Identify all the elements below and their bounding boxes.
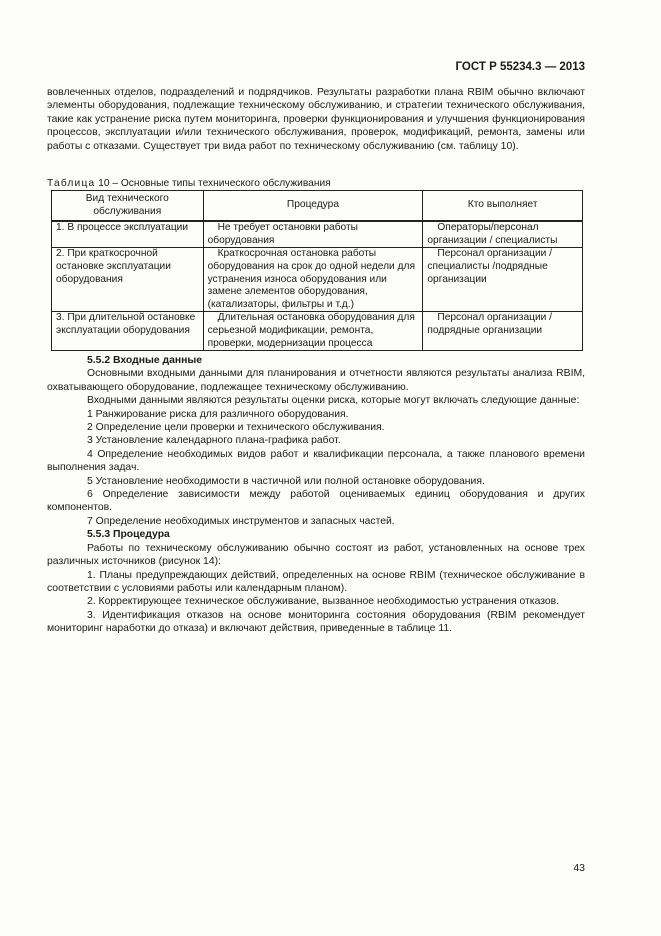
- intro-paragraph: вовлеченных отделов, подразделений и подрядчиков. Результаты разработки плана RBIM обычно включают элементы оборудования, подлежащие техническому обслуживанию, и стратегии технического обслуживания, такие как устранение риска путем мониторинга, проверки функционирования и улучшения функционирования процессов, эксплуатации и/или технического обслуживания, проверок, модификаций, ремонта, замены или работы с отказами. Существует три вида работ по техническому обслуживанию (см. таблицу 10).: [47, 87, 585, 152]
- header-type: Вид технического обслуживания: [52, 191, 204, 222]
- section-paragraph: Входными данными являются результаты оценки риска, которые могут включать следующие данные:: [87, 395, 580, 407]
- cell-performer: Операторы/персонал организации / специалисты: [423, 221, 583, 248]
- table-caption: [47, 178, 331, 189]
- list-item: 5 Установление необходимости в частичной или полной остановке оборудования.: [87, 475, 485, 487]
- section-paragraph: Основными входными данными для планирования и отчетности являются результаты анализа RBIM, охватывающего оборудование, подлежащее техническому обслуживанию.: [47, 368, 585, 393]
- cell-procedure: Не требует остановки работы оборудования: [203, 221, 423, 248]
- cell-performer: Персонал организации / подрядные организации: [423, 312, 583, 351]
- list-item: 2. Корректирующее техническое обслуживание, вызванное необходимостью устранения отказов.: [87, 596, 560, 608]
- cell-performer: Персонал организации / специалисты /подрядные организации: [423, 248, 583, 312]
- list-item: 3. Идентификация отказов на основе мониторинга состояния оборудования (RBIM рекомендует мониторинг наработки до отказа) и включают действия, приведенные в таблице 11.: [47, 609, 585, 635]
- table-row: [52, 248, 583, 312]
- list-item: 4 Определение необходимых видов работ и квалификации персонала, а также планового времени выполнения задач.: [47, 448, 585, 474]
- list-item: 7 Определение необходимых инструментов и запасных частей.: [87, 515, 395, 527]
- cell-type: 3. При длительной остановке эксплуатации оборудования: [52, 312, 204, 351]
- list-item: 2 Определение цели проверки и технического обслуживания.: [87, 422, 385, 434]
- section-heading-5-5-3: 5.5.3 Процедура: [87, 529, 170, 541]
- cell-type: 2. При краткосрочной остановке эксплуатации оборудования: [52, 248, 204, 312]
- table-caption-prefix: Таблица: [47, 178, 96, 189]
- maintenance-types-table: [51, 190, 583, 351]
- page-number: 43: [573, 862, 585, 874]
- list-item: 1. Планы предупреждающих действий, определенных на основе RBIM (техническое обслуживание в соответствии с условиями работы или календарным планом).: [47, 569, 585, 594]
- header-procedure: Процедура: [203, 191, 423, 222]
- section-paragraph: Работы по техническому обслуживанию обычно состоят из работ, установленных на основе трех различных источников (рисунок 14):: [47, 542, 585, 568]
- list-item: 6 Определение зависимости между работой оцениваемых единиц оборудования и других компонентов.: [47, 489, 585, 514]
- section-heading-5-5-2: 5.5.2 Входные данные: [87, 355, 203, 366]
- table-row: [52, 312, 583, 351]
- list-item: 1 Ранжирование риска для различного оборудования.: [87, 408, 349, 420]
- cell-procedure: Длительная остановка оборудования для серьезной модификации, ремонта, проверки, модернизации процесса: [203, 312, 423, 351]
- cell-type: 1. В процессе эксплуатации: [52, 221, 204, 248]
- header-performer: Кто выполняет: [423, 191, 583, 222]
- table-caption-title: 10 – Основные типы технического обслуживания: [95, 178, 331, 189]
- sections-body: [47, 354, 585, 636]
- document-code: ГОСТ Р 55234.3 — 2013: [455, 61, 585, 73]
- table-header-row: [52, 191, 583, 222]
- list-item: 3 Установление календарного плана-графика работ.: [87, 435, 341, 447]
- cell-procedure: Краткосрочная остановка работы оборудования на срок до одной недели для устранения износа оборудования или замене элементов оборудования, (катализаторы, фильтры и т.д.): [203, 248, 423, 312]
- table-row: [52, 221, 583, 248]
